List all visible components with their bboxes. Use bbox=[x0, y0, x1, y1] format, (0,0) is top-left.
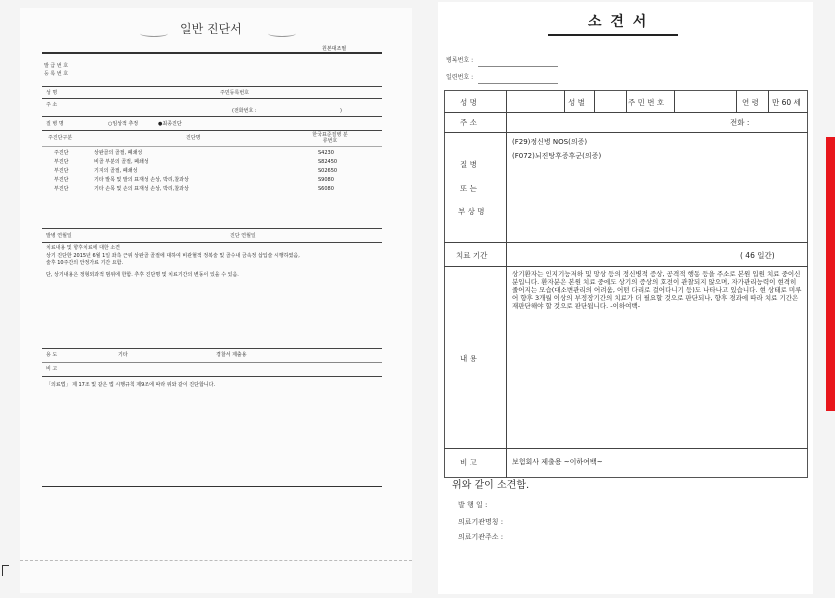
diagnosis-row-type: 부진단 bbox=[54, 186, 69, 192]
diagnosis-row-name: 기타 발목 및 발의 표재성 손상, 박리,찰과상 bbox=[94, 177, 189, 183]
diagnosis-row-name: 기지의 골절, 폐쇄성 bbox=[94, 168, 138, 174]
opinion-content: 상기환자는 인지기능저하 및 망상 등의 정신병적 증상, 공격적 행동 등을 주소로 본원 입원 치료 중이신 분입니다. 환자분은 본원 치료 중에도 상기의 증상의 호전이 관찰되지 않으며, 자가관리능력이 현격히 줄어지는 모습(대소변관리의 어려움, 어떤 다리로 걸어다니기 등)도 나타나고 있습니다. 현 상태로 미루어 향후 3개월 이상의 부정장기간의 치료가 더 필요할 것으로 판단되나, 향후 경과에 따라 치료 기간은 재판단해야 할 것으로 판단됩니다. -이하여백- bbox=[512, 270, 802, 310]
purpose-note: 경찰서 제출용 bbox=[216, 352, 247, 358]
opinion-line: 술후 10주간의 안정가료 기간 요함. bbox=[46, 260, 124, 266]
diagnosis-row-type: 부진단 bbox=[54, 168, 69, 174]
diagnosis-row-code: S6080 bbox=[318, 186, 334, 192]
diagnosis-row-type: 부진단 bbox=[54, 177, 69, 183]
clinical-estimate-option: ○임상적 추정 bbox=[108, 121, 139, 127]
diagnosis-row-code: S02650 bbox=[318, 168, 338, 174]
purpose-value: 기타 bbox=[118, 352, 128, 358]
purpose-label: 용 도 bbox=[46, 352, 58, 358]
document-title: 일반 진단서 bbox=[180, 22, 242, 36]
medical-opinion-document bbox=[438, 2, 813, 594]
serial-no-label: 일련번호 : bbox=[446, 74, 474, 81]
gender-label: 성 별 bbox=[568, 98, 585, 107]
original-copy-label: 원본대조필 bbox=[322, 46, 347, 52]
diag-header-code: 한국표준질병 분류번호 bbox=[312, 132, 348, 144]
closing-statement: 위와 같이 소견함. bbox=[452, 480, 530, 491]
page-corner-mark bbox=[2, 565, 9, 576]
diagnosis-row-name: 기타 손목 및 손의 표재성 손상, 박리,찰과상 bbox=[94, 186, 189, 192]
treatment-period-label: 치료 기간 bbox=[456, 251, 488, 260]
red-edge-marker bbox=[826, 137, 835, 411]
onset-date-label: 발병 연월일 bbox=[46, 233, 72, 239]
age-value: 만 60 세 bbox=[772, 98, 801, 107]
diag-header-name: 진단명 bbox=[186, 135, 201, 141]
phone-label: 전화 : bbox=[730, 118, 750, 127]
age-label: 연 령 bbox=[742, 98, 759, 107]
opinion-label: 치료내용 및 향후치료에 대한 소견 bbox=[46, 245, 120, 251]
rrn-label: 주 민 번 호 bbox=[628, 98, 665, 107]
remarks-label: 비 고 bbox=[46, 366, 58, 372]
issue-date-label: 발 행 일 : bbox=[458, 501, 488, 509]
diag-date-label: 진단 연월일 bbox=[230, 233, 256, 239]
title-flourish bbox=[268, 30, 296, 37]
diagnosis-row-name: 비골 부분의 골절, 폐쇄성 bbox=[94, 159, 149, 165]
legal-footer: 「의료법」 제 17조 및 같은 법 시행규칙 제9조에 따라 위와 같이 진단합니다. bbox=[46, 382, 216, 388]
ward-no-label: 병록번호 : bbox=[446, 57, 474, 64]
diagnosis-row-name: 상완골의 골절, 폐쇄성 bbox=[94, 150, 143, 156]
title-flourish bbox=[140, 30, 168, 37]
institution-name-label: 의료기관명칭 : bbox=[458, 518, 504, 526]
diagnosis-row-type: 주진단 bbox=[54, 150, 69, 156]
opinion-line: 상기 진단한 2015년 6월 1일 좌측 근위 상완골 골절에 대하여 비관혈적 정복술 및 골수내 금속정 삽입술 시행하였음, bbox=[46, 253, 300, 259]
disease-label-line2: 또 는 bbox=[460, 184, 477, 193]
content-label: 내 용 bbox=[460, 354, 477, 363]
phone-label: (전화번호 : bbox=[232, 108, 257, 114]
name-label: 성 명 bbox=[460, 98, 477, 107]
address-label: 주 소 bbox=[46, 102, 58, 108]
remarks-value: 보험회사 제출용 ~이하여백~ bbox=[512, 458, 603, 466]
general-diagnosis-document bbox=[20, 8, 412, 593]
name-label: 성 명 bbox=[46, 90, 58, 96]
institution-address-label: 의료기관주소 : bbox=[458, 533, 504, 541]
opinion-line: 단, 상기내용은 정형외과적 범위에 한함. 추후 진단명 및 치료기간의 변동이 있을 수 있음. bbox=[46, 272, 239, 278]
disease-label-line3: 부 상 명 bbox=[458, 207, 485, 216]
issue-no-label: 발 급 번 호 bbox=[44, 63, 69, 69]
treatment-period-value: ( 46 일간) bbox=[740, 251, 775, 260]
phone-close: ) bbox=[340, 108, 342, 114]
rrn-label: 주민등록번호 bbox=[220, 90, 249, 96]
diagnosis-row-type: 부진단 bbox=[54, 159, 69, 165]
diagnosis-item: (F29)정신병 NOS(의증) bbox=[512, 138, 588, 146]
diagnosis-row-code: S4230 bbox=[318, 150, 334, 156]
reg-no-label: 등 록 번 호 bbox=[44, 71, 69, 77]
diag-header-type: 주진단구분 bbox=[48, 135, 73, 141]
document-title: 소 견 서 bbox=[588, 14, 649, 30]
diagnosis-item: (F072)뇌진탕후증후군(의증) bbox=[512, 152, 602, 160]
diagnosis-row-code: S9080 bbox=[318, 177, 334, 183]
address-label: 주 소 bbox=[460, 118, 477, 127]
disease-label-line1: 질 병 bbox=[460, 160, 477, 169]
diagnosis-row-code: S82450 bbox=[318, 159, 338, 165]
final-diagnosis-option: ●최종진단 bbox=[158, 121, 182, 127]
remarks-label: 비 고 bbox=[460, 458, 477, 467]
disease-label: 질 병 명 bbox=[46, 121, 64, 127]
